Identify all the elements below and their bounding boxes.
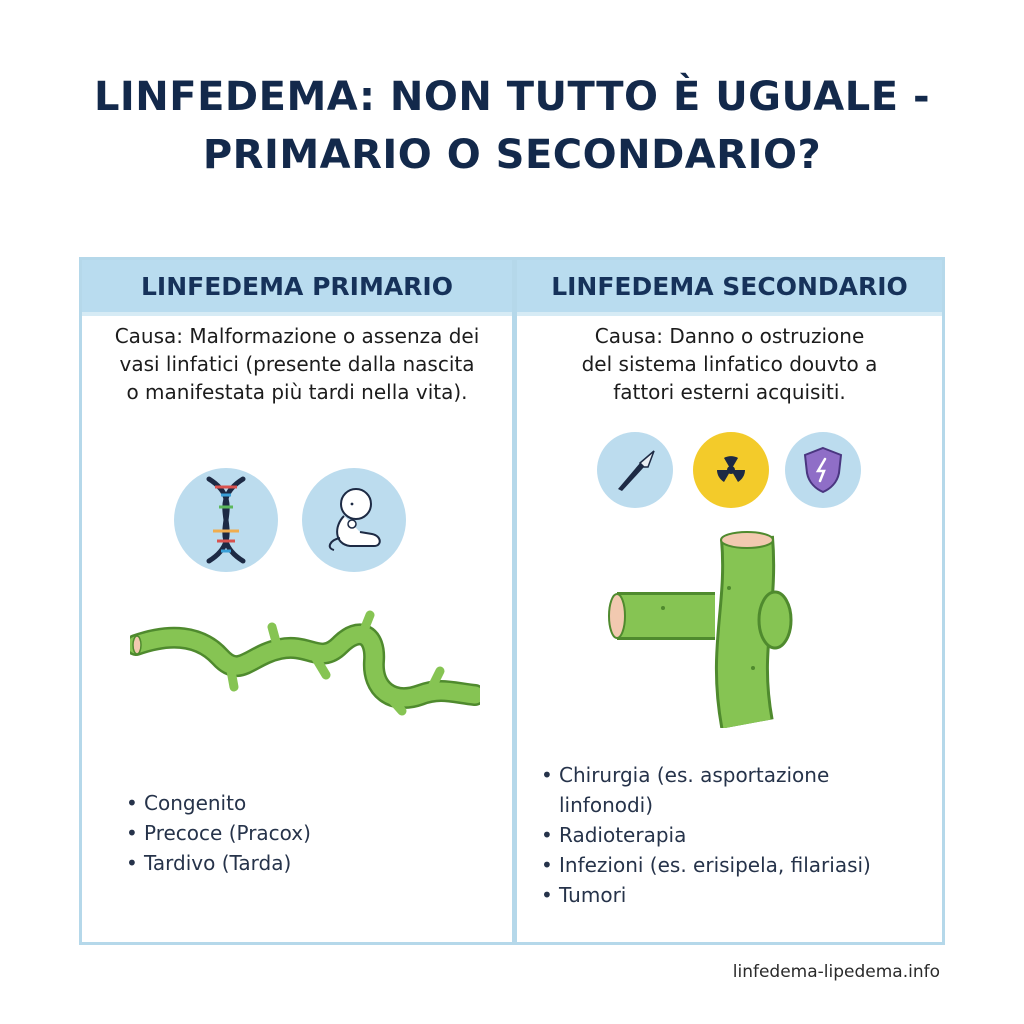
- scalpel-icon: [597, 432, 673, 508]
- secondary-cause-line: fattori esterni acquisiti.: [613, 380, 846, 404]
- secondary-heading: LINFEDEMA SECONDARIO: [517, 260, 942, 312]
- primary-cause-line: o manifestata più tardi nella vita).: [126, 380, 468, 404]
- header-divider: [517, 312, 942, 316]
- secondary-cause-line: Causa: Danno o ostruzione: [594, 324, 865, 348]
- radiation-icon: [693, 432, 769, 508]
- secondary-cause: [521, 322, 938, 406]
- page-title: [0, 68, 1024, 184]
- primary-cause: [86, 322, 508, 406]
- obstructed-vessel-illustration: [603, 528, 803, 728]
- primary-bullet-list: [126, 788, 311, 878]
- secondary-bullet-list: [541, 760, 871, 910]
- comparison-panel: [79, 257, 945, 945]
- list-item: • Infezioni (es. erisipela, filariasi): [541, 850, 871, 880]
- primary-cause-line: vasi linfatici (presente dalla nascita: [119, 352, 475, 376]
- list-item: • Tumori: [541, 880, 871, 910]
- shield-icon: [785, 432, 861, 508]
- primary-cause-line: Causa: Malformazione o assenza dei: [114, 324, 480, 348]
- primary-column: [82, 260, 512, 942]
- baby-icon: [302, 468, 406, 572]
- list-item: • Precoce (Pracox): [126, 818, 311, 848]
- secondary-cause-line: del sistema linfatico douvto a: [581, 352, 878, 376]
- title-line-1: LINFEDEMA: NON TUTTO È UGUALE -: [93, 74, 931, 120]
- dna-icon: [174, 468, 278, 572]
- secondary-column: [512, 260, 942, 942]
- list-item: • Congenito: [126, 788, 311, 818]
- list-item: • Tardivo (Tarda): [126, 848, 311, 878]
- list-item: • Chirurgia (es. asportazione: [541, 760, 871, 790]
- header-divider: [82, 312, 512, 316]
- title-line-2: PRIMARIO O SECONDARIO?: [202, 132, 822, 178]
- list-item: • Radioterapia: [541, 820, 871, 850]
- list-item-continuation: linfonodi): [559, 793, 654, 817]
- primary-heading: LINFEDEMA PRIMARIO: [82, 260, 512, 312]
- malformed-vessel-illustration: [130, 605, 480, 725]
- source-url: linfedema-lipedema.info: [732, 962, 940, 982]
